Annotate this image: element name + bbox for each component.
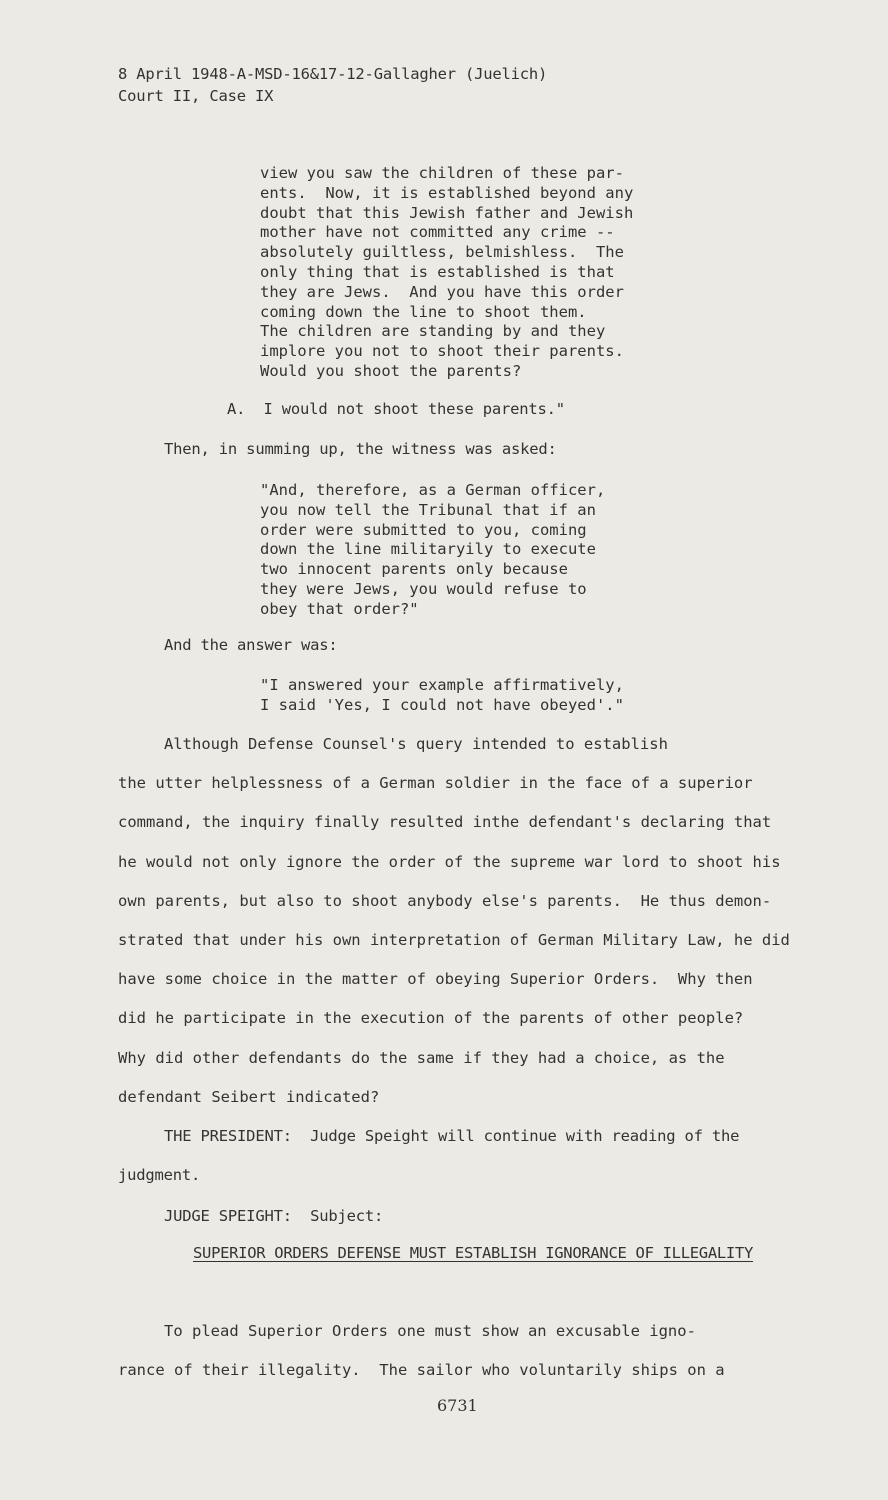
president-line: THE PRESIDENT: Judge Speight will continue with reading of the	[164, 1127, 740, 1145]
header-line-2: Court II, Case IX	[118, 87, 274, 105]
quote-line: I said 'Yes, I could not have obeyed'."	[260, 695, 624, 714]
quote-line: mother have not committed any crime --	[260, 223, 615, 242]
judge-speight-line: JUDGE SPEIGHT: Subject:	[164, 1207, 384, 1225]
subject-heading: SUPERIOR ORDERS DEFENSE MUST ESTABLISH IGNORANCE OF ILLEGALITY	[193, 1244, 753, 1262]
paragraph-line: Why did other defendants do the same if they had a choice, as the	[118, 1048, 725, 1067]
paragraph-line: defendant Seibert indicated?	[118, 1087, 380, 1106]
quote-line: they are Jews. And you have this order	[260, 282, 624, 301]
and-answer-line: And the answer was:	[164, 636, 338, 654]
quote-line: obey that order?"	[260, 599, 419, 618]
paragraph-line: Although Defense Counsel's query intended to establish	[164, 735, 668, 753]
quote-line: you now tell the Tribunal that if an	[260, 500, 596, 519]
paragraph-line: command, the inquiry finally resulted inthe defendant's declaring that	[118, 813, 772, 832]
summing-up-line: Then, in summing up, the witness was asked:	[164, 440, 557, 458]
paragraph-line: he would not only ignore the order of the supreme war lord to shoot his	[118, 852, 781, 871]
quote-line: doubt that this Jewish father and Jewish	[260, 203, 634, 222]
quote-line: ents. Now, it is established beyond any	[260, 183, 634, 202]
page-number: 6731	[437, 1396, 478, 1415]
body-paragraph-2	[118, 1321, 818, 1399]
quote-line: The children are standing by and they	[260, 322, 606, 341]
testimony-quote-1	[260, 164, 680, 382]
header-line-1: 8 April 1948-A-MSD-16&17-12-Gallagher (Juelich)	[118, 65, 548, 83]
quote-line: absolutely guiltless, belmishless. The	[260, 243, 624, 262]
paragraph-line: have some choice in the matter of obeying Superior Orders. Why then	[118, 970, 753, 989]
quote-line: only thing that is established is that	[260, 262, 615, 281]
paragraph-line: strated that under his own interpretation of German Military Law, he did	[118, 930, 790, 949]
testimony-quote-3	[260, 676, 680, 716]
quote-line: order were submitted to you, coming	[260, 520, 587, 539]
paragraph-line: rance of their illegality. The sailor who voluntarily ships on a	[118, 1361, 725, 1380]
paragraph-line: own parents, but also to shoot anybody else's parents. He thus demon-	[118, 891, 772, 910]
witness-answer: A. I would not shoot these parents."	[227, 400, 565, 418]
quote-line: "I answered your example affirmatively,	[260, 676, 624, 694]
quote-line: coming down the line to shoot them.	[260, 302, 587, 321]
body-paragraph-1	[118, 734, 818, 1126]
quote-line: implore you not to shoot their parents.	[260, 342, 624, 361]
quote-line: Would you shoot the parents?	[260, 361, 522, 380]
quote-line: view you saw the children of these par-	[260, 164, 624, 182]
paragraph-line: the utter helplessness of a German soldier in the face of a superior	[118, 774, 753, 793]
paragraph-line: did he participate in the execution of the parents of other people?	[118, 1009, 744, 1028]
quote-line: they were Jews, you would refuse to	[260, 579, 587, 598]
quote-line: two innocent parents only because	[260, 560, 568, 579]
paragraph-line: To plead Superior Orders one must show an excusable igno-	[164, 1322, 696, 1340]
quote-line: down the line militaryily to execute	[260, 540, 596, 559]
testimony-quote-2	[260, 481, 680, 620]
judgment-line: judgment.	[118, 1166, 201, 1184]
quote-line: "And, therefore, as a German officer,	[260, 481, 606, 499]
